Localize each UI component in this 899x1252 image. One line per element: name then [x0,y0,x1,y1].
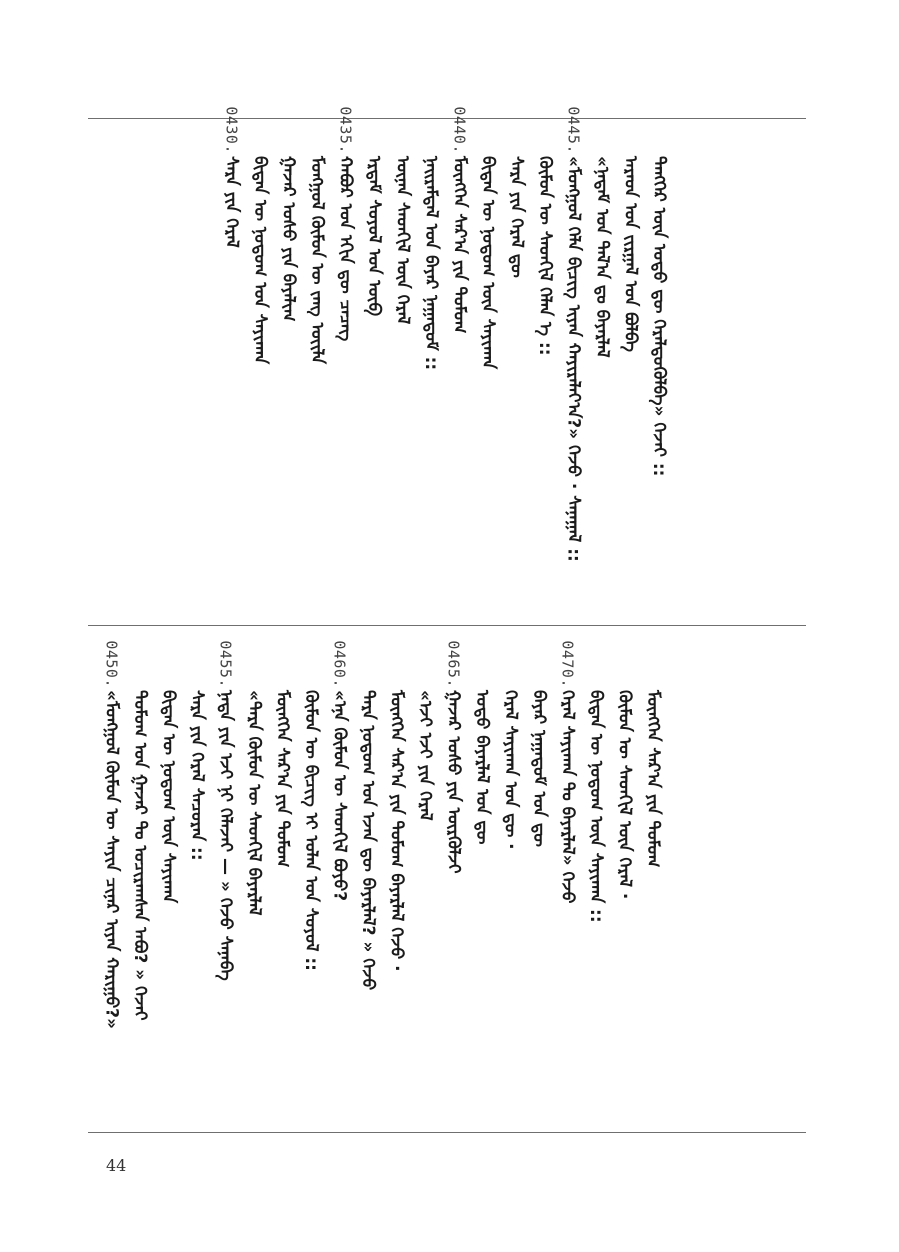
verse-line [331,106,360,596]
line-number: 0455. [216,640,235,688]
verse-text: ᠭᠠᠵᠠᠷ ᠤᠰᠤ ᠶᠢᠨ ᠦᠷᠭᠦᠯᠵᠢ [443,690,464,874]
verse-text: «ᠨᠠᠳᠠᠮ ᠤᠨ ᠲᠠᠯ᠎ᠠ ᠳᠤ ᠪᠠᠶᠠᠷᠯᠠᠯ [592,156,612,358]
upper-verse-block [217,106,673,596]
verse-line [496,690,525,1110]
page-number: 44 [106,1156,127,1175]
verse-line [297,690,326,1110]
verse-text: ᠰᠠᠷᠠ ᠶᠢᠨ ᠭᠡᠷᠡᠯ [221,156,242,248]
verse-line [582,690,611,1110]
verse-text: ᠨᠠᠳᠠ ᠶᠢᠨ ᠡᠵᠢ ᠨᠢ ᠬᠡᠯᠡᠵᠡᠢ — » ᠭᠡᠵᠦ ᠰᠠᠨᠠᠪᠠ [215,690,236,981]
verse-text: ᠬᠦᠮᠦᠨ ᠦ ᠰᠡᠳᠬᠢᠯ ᠬᠡᠯᠡᠨ ᠡ :: [535,156,555,356]
verse-text: «ᠡᠨᠡ ᠬᠦᠮᠦᠨ ᠦ ᠰᠡᠳᠬᠢᠯ ᠪᠤᠶᠤ? [329,690,350,902]
verse-text: «ᠲᠡᠷᠡ ᠬᠦᠮᠦᠨ ᠦ ᠰᠡᠳᠬᠢᠯ ᠪᠠᠶᠠᠷᠯᠠᠯ [244,690,264,916]
verse-line [439,640,468,1110]
verse-line [553,640,582,1110]
verse-text: «ᠮᠣᠩᠭᠣᠯ ᠬᠡᠯᠡ ᠪᠢᠴᠢᠭ ᠢᠶᠡᠨ ᠬᠠᠶᠢᠷᠠᠯᠠᠶ᠎ᠠ?» ᠭᠡᠵᠦ · ᠰᠠᠨᠠᠭᠠᠯ :: [563,156,584,562]
verse-line [268,690,297,1110]
verse-text: ᠮᠣᠩᠭᠣᠯ ᠬᠦᠮᠦᠨ ᠦ ᠵᠠᠩ ᠦᠢᠯᠡ [307,156,327,364]
lower-verse-block [97,640,667,1110]
line-number: 0440. [450,106,469,154]
verse-text: ᠪᠢᠳᠡᠨ ᠦ ᠨᠤᠲᠤᠭ ᠦᠨ ᠰᠠᠶᠢᠬᠠᠨ :: [586,690,606,923]
verse-text: ᠮᠥᠩᠭᠡᠨ ᠰᠠᠷ᠎ᠠ ᠶᠢᠨ ᠳᠣᠮᠣᠭ [643,690,663,868]
verse-line [610,690,639,1110]
verse-line [154,690,183,1110]
verse-text: ᠲᠡᠷᠡ ᠨᠤᠲᠤᠭ ᠤᠨ ᠡᠵᠡᠨ ᠳᠦ ᠪᠠᠶᠠᠷᠯᠠᠯ? » ᠭᠡᠵᠦ [358,690,378,991]
verse-line [303,156,332,596]
verse-line [354,690,383,1110]
verse-text: ᠨᠠᠢᠷᠠᠮᠳᠠᠯ ᠤᠨ ᠪᠠᠶᠠᠷ ᠨᠠᠭᠠᠳᠤᠮ :: [421,156,441,371]
line-number: 0460. [330,640,349,688]
line-number: 0430. [222,106,241,154]
verse-text: ᠪᠢᠳᠡᠨ ᠦ ᠨᠤᠲᠤᠭ ᠦᠨ ᠰᠠᠶᠢᠬᠠᠨ [158,690,179,904]
verse-text: ᠬᠦᠮᠦᠨ ᠦ ᠪᠢᠴᠢᠭ ᠢ ᠣᠯᠠᠨ ᠤᠨ ᠰᠣᠶᠣᠯ :: [301,690,321,971]
line-number: 0435. [336,106,355,154]
verse-line [325,640,354,1110]
verse-line [559,106,588,596]
verse-text: ᠮᠥᠩᠭᠡᠨ ᠰᠠᠷ᠎ᠠ ᠶᠢᠨ ᠳᠣᠮᠣᠭ ᠪᠠᠶᠠᠷᠯᠠᠯ ᠭᠡᠵᠦ · [386,690,407,972]
verse-text: ᠭᠠᠵᠠᠷ ᠤᠰᠤ ᠶᠢᠨ ᠪᠠᠶᠠᠯᠢᠭ [278,156,299,322]
verse-text: ᠳᠣᠮᠣᠭ ᠤᠨ ᠭᠠᠵᠠᠷ ᠲᠤ ᠤᠴᠢᠷᠠᠭᠰᠠᠨ ᠠᠪᠤ? » ᠭᠡᠵᠡᠢ [130,690,150,1021]
bottom-rule [88,1132,806,1133]
verse-text: ᠬᠠᠪᠤᠷ ᠤᠨ ᠡᠬᠢᠨ ᠳᠦ ᠴᠡᠴᠡᠭ [335,156,356,342]
verse-text: ᠦᠨᠡᠨ ᠰᠡᠳᠬᠢᠯ ᠦᠨ ᠭᠡᠷᠡᠯ [392,156,413,325]
verse-line [474,156,503,596]
verse-line [445,106,474,596]
verse-line [531,156,560,596]
verse-line [183,690,212,1110]
line-number: 0450. [102,640,121,688]
middle-rule [88,625,806,626]
verse-text: ᠪᠢᠳᠡᠨ ᠦ ᠨᠤᠲᠤᠭ ᠤᠨ ᠰᠠᠶᠢᠬᠠᠨ [250,156,270,365]
verse-line [616,156,645,596]
verse-text: ᠡᠷᠳᠡᠮ ᠰᠣᠶᠣᠯ ᠤᠨ ᠥᠪ [364,156,384,317]
line-number: 0445. [564,106,583,154]
line-number: 0465. [444,640,463,688]
verse-line [502,156,531,596]
verse-line [417,156,446,596]
verse-text: ᠰᠠᠷᠠ ᠶᠢᠨ ᠭᠡᠷᠡᠯ ᠳᠦ [506,156,527,278]
verse-text: ᠠᠷᠠᠳ ᠤᠨ ᠵᠢᠷᠭᠠᠯ ᠤᠨ ᠪᠣᠯᠪᠠ [620,156,641,352]
verse-line [274,156,303,596]
verse-text: ᠭᠡᠷᠡᠯ ᠰᠠᠶᠢᠬᠠᠨ ᠤᠨ ᠳᠦ · [500,690,521,850]
verse-line [217,106,246,596]
verse-text: ᠣᠳᠣ ᠪᠠᠶᠠᠷᠯᠠᠯ ᠤᠨ ᠳᠦ [472,690,492,845]
verse-line [97,640,126,1110]
verse-line [639,690,668,1110]
line-number: 0470. [558,640,577,688]
verse-text: ᠮᠥᠩᠭᠡᠨ ᠰᠠᠷ᠎ᠠ ᠶᠢᠨ ᠳᠣᠮᠣᠭ [449,156,470,334]
verse-text: ᠬᠦᠮᠦᠨ ᠦ ᠰᠡᠳᠬᠢᠯ ᠦᠨ ᠭᠡᠷᠡᠯ · [614,690,635,900]
verse-text: ᠪᠢᠳᠡᠨ ᠦ ᠨᠤᠲᠤᠭ ᠦᠨ ᠰᠠᠶᠢᠬᠠᠨ [478,156,498,370]
verse-line [360,156,389,596]
verse-line [468,690,497,1110]
verse-line [411,690,440,1110]
verse-text: ᠭᠡᠷᠡᠯ ᠰᠠᠶᠢᠬᠠᠨ ᠲᠤ ᠪᠠᠶᠠᠷᠯᠠᠯ» ᠭᠡᠵᠦ [557,690,578,904]
verse-text: ᠲᠡᠩᠭᠡᠷ ᠦᠨ ᠣᠳᠣ ᠳᠦ ᠭᠡᠷᠡᠯᠲᠦᠭᠦᠯᠪᠡ» ᠭᠡᠵᠡᠢ :: [649,156,669,477]
verse-text: ᠮᠥᠩᠭᠡᠨ ᠰᠠᠷ᠎ᠠ ᠶᠢᠨ ᠳᠣᠮᠣᠭ [272,690,293,868]
verse-text: ᠰᠠᠷᠠ ᠶᠢᠨ ᠭᠡᠷᠡᠯ ᠰᠠᠴᠤᠷᠠᠨ :: [187,690,207,861]
verse-text: «ᠮᠣᠩᠭᠣᠯ ᠬᠦᠮᠦᠨ ᠦ ᠰᠠᠶᠢᠨ ᠴᠢᠨᠠᠷ ᠢᠶᠡᠨ ᠬᠠᠷᠢᠭᠤ?» [101,690,122,1029]
verse-text: ᠪᠠᠶᠠᠷ ᠨᠠᠭᠠᠳᠤᠮ ᠤᠨ ᠳᠦ [529,690,549,847]
verse-line [126,690,155,1110]
verse-line [246,156,275,596]
verse-line [240,690,269,1110]
verse-line [645,156,674,596]
verse-line [588,156,617,596]
verse-line [525,690,554,1110]
verse-line [211,640,240,1110]
verse-line [382,690,411,1110]
verse-line [388,156,417,596]
verse-text: «ᠡᠵᠢ ᠡᠵᠢ ᠶᠢᠨ ᠭᠡᠷᠡᠯ [415,690,435,821]
